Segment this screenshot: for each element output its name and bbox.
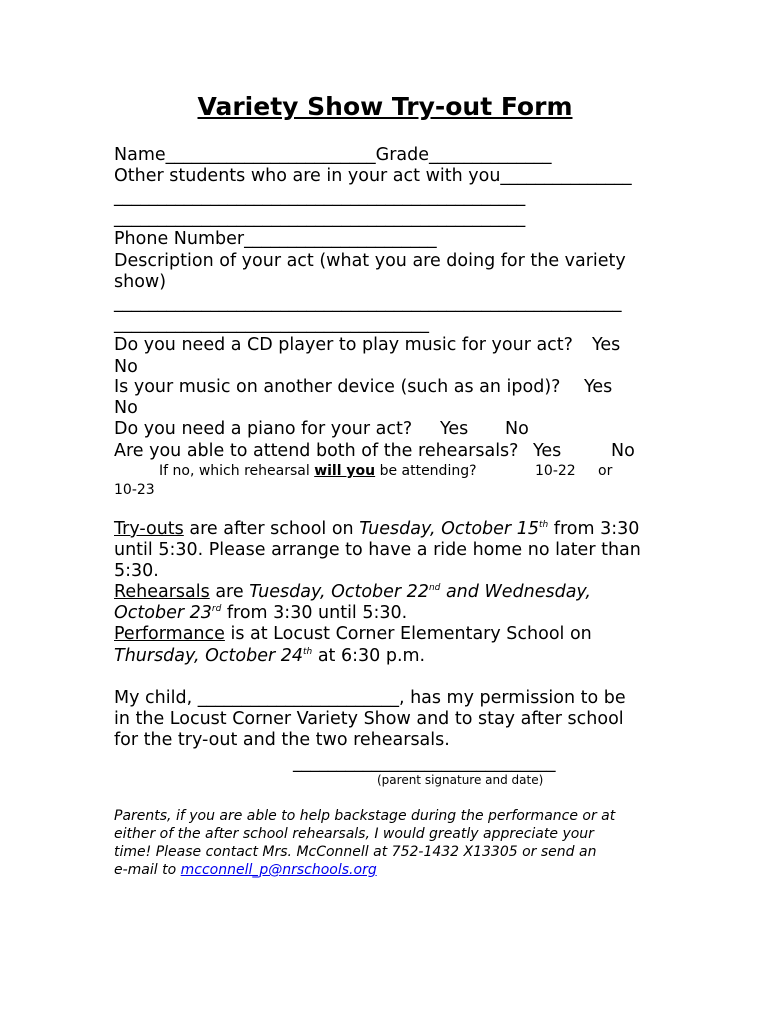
phone-line[interactable]: Phone Number______________________ xyxy=(114,229,437,249)
rehearsals-date-1: Tuesday, October 22 xyxy=(249,582,429,602)
rehearsals-time: from 3:30 until 5:30. xyxy=(226,603,408,623)
performance-line xyxy=(114,623,592,645)
performance-text: is at Locust Corner Elementary School on xyxy=(230,624,592,644)
device-no[interactable]: No xyxy=(114,398,138,418)
rehearsals-date-2: October 23 xyxy=(114,603,212,623)
other-students-line[interactable]: Other students who are in your act with you_______________ xyxy=(114,166,632,186)
option-10-23[interactable]: 10-23 xyxy=(114,482,155,498)
rehearsals-yes[interactable]: Yes xyxy=(533,441,562,461)
device-yes[interactable]: Yes xyxy=(584,377,613,397)
performance-time: at 6:30 p.m. xyxy=(317,646,426,666)
signature-line[interactable]: ______________________________ xyxy=(293,753,556,773)
performance-date: Thursday, October 24 xyxy=(114,646,304,666)
performance-label: Performance xyxy=(114,624,225,644)
rehearsals-label: Rehearsals xyxy=(114,582,210,602)
which-bold: will you xyxy=(314,463,376,479)
rehearsals-question xyxy=(114,440,635,462)
blank-line[interactable]: ____________________________________ xyxy=(114,314,429,334)
footer-email-prefix: e-mail to xyxy=(114,862,177,878)
footer-line-4 xyxy=(114,861,377,879)
tryouts-line-3: 5:30. xyxy=(114,561,159,581)
tryouts-label: Try-outs xyxy=(114,519,184,539)
piano-question xyxy=(114,418,529,440)
piano-question-text: Do you need a piano for your act? xyxy=(114,419,413,439)
cd-player-question-text: Do you need a CD player to play music for your act? xyxy=(114,335,573,355)
name-grade-line[interactable]: Name________________________Grade______________ xyxy=(114,145,552,165)
rehearsals-sup-2: rd xyxy=(211,604,222,615)
rehearsals-line xyxy=(114,581,591,603)
blank-line[interactable]: _______________________________________________ xyxy=(114,208,526,228)
tryouts-text: are after school on xyxy=(189,519,354,539)
footer-line-1: Parents, if you are able to help backstage during the performance or at xyxy=(114,808,616,824)
footer-line-3: time! Please contact Mrs. McConnell at 752-1432 X13305 or send an xyxy=(114,844,597,860)
signature-caption: (parent signature and date) xyxy=(377,773,544,787)
rehearsals-no[interactable]: No xyxy=(611,441,635,461)
option-or: or xyxy=(598,463,613,479)
form-title: Variety Show Try-out Form xyxy=(197,92,573,121)
description-label: Description of your act (what you are doing for the variety xyxy=(114,251,626,271)
tryouts-time: from 3:30 xyxy=(553,519,640,539)
piano-yes[interactable]: Yes xyxy=(440,419,469,439)
tryouts-line-2: until 5:30. Please arrange to have a ride home no later than xyxy=(114,540,641,560)
rehearsals-text: are xyxy=(215,582,244,602)
rehearsals-sup-1: nd xyxy=(428,583,441,594)
permission-line-3: for the try-out and the two rehearsals. xyxy=(114,730,450,750)
blank-line[interactable]: _______________________________________________ xyxy=(114,187,526,207)
rehearsals-line-2 xyxy=(114,602,407,624)
permission-line-2: in the Locust Corner Variety Show and to stay after school xyxy=(114,709,624,729)
which-prefix: If no, which rehearsal xyxy=(159,463,310,479)
tryouts-sup: th xyxy=(538,520,549,531)
which-suffix: be attending? xyxy=(379,463,477,479)
cd-player-no[interactable]: No xyxy=(114,357,138,377)
permission-line-1[interactable]: My child, _______________________, has my permission to be xyxy=(114,688,626,708)
cd-player-question xyxy=(114,334,621,356)
device-question-text: Is your music on another device (such as an ipod)? xyxy=(114,377,561,397)
performance-line-2 xyxy=(114,645,425,667)
footer-line-2: either of the after school rehearsals, I would greatly appreciate your xyxy=(114,826,594,842)
cd-player-yes[interactable]: Yes xyxy=(592,335,621,355)
piano-no[interactable]: No xyxy=(505,419,529,439)
rehearsals-and: and Wednesday, xyxy=(445,582,591,602)
performance-sup: th xyxy=(303,647,313,658)
tryouts-date: Tuesday, October 15 xyxy=(359,519,539,539)
which-rehearsal-line xyxy=(159,460,613,482)
device-question xyxy=(114,376,613,398)
option-10-22[interactable]: 10-22 xyxy=(535,463,576,479)
blank-line[interactable]: __________________________________________________________ xyxy=(114,293,622,313)
tryouts-line xyxy=(114,518,639,540)
email-link[interactable]: mcconnell_p@nrschools.org xyxy=(180,862,377,878)
rehearsals-question-text: Are you able to attend both of the rehearsals? xyxy=(114,441,519,461)
description-label-cont: show) xyxy=(114,272,167,292)
